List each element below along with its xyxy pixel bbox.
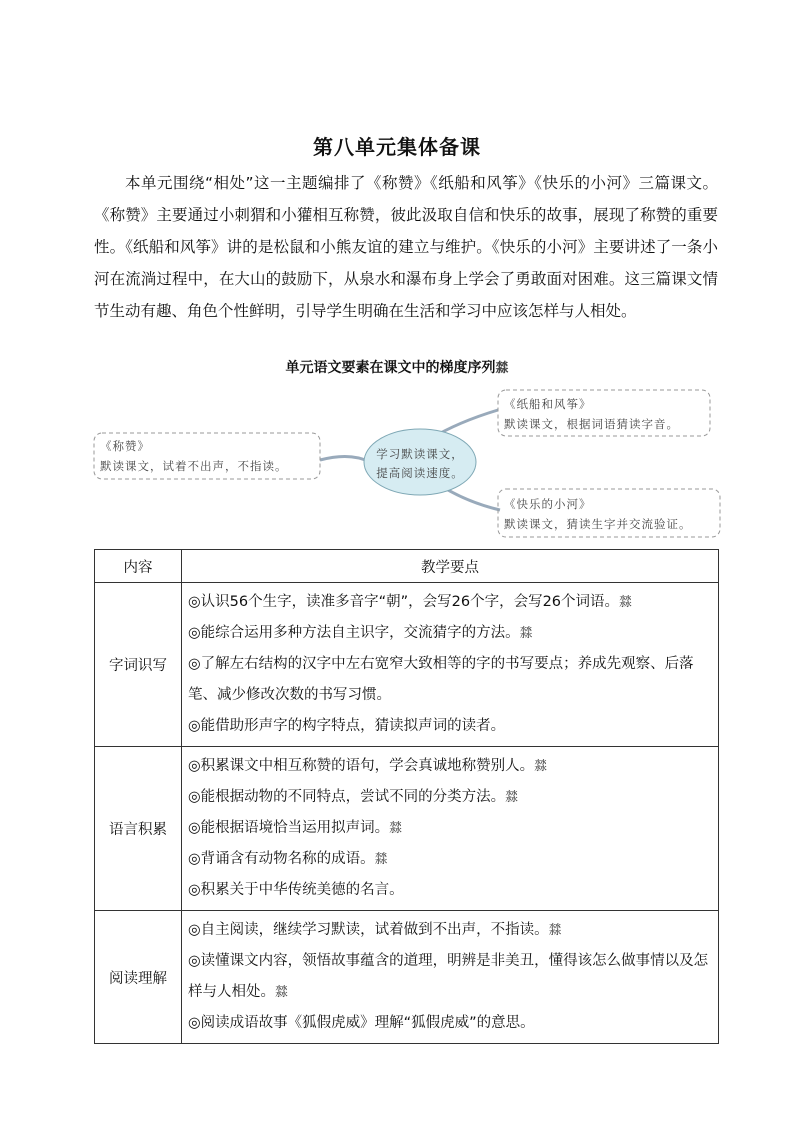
- item-text: ◎认识56个生字，读准多音字“朝”，会写26个字，会写26个词语。: [188, 594, 620, 610]
- mark-glyph: 㵘: [619, 595, 633, 610]
- mark-glyph: 㵘: [275, 985, 289, 1000]
- row-category: 语言积累: [95, 747, 182, 911]
- list-item: [188, 751, 710, 782]
- mindmap-subtitle: [0, 357, 794, 377]
- mindmap-top-right-desc: 默读课文，根据词语猜读字音。: [504, 417, 679, 431]
- mindmap-left-desc: 默读课文，试着不出声，不指读。: [100, 459, 288, 473]
- list-item: [188, 782, 710, 813]
- mark-glyph: 㵘: [495, 361, 509, 376]
- mark-glyph: 㵘: [505, 790, 519, 805]
- list-item: [188, 813, 710, 844]
- row-category: 阅读理解: [95, 911, 182, 1044]
- table-row: [95, 747, 719, 911]
- teaching-points-table: [94, 549, 719, 1044]
- table-header-row: [95, 550, 719, 583]
- list-item: [188, 915, 710, 946]
- mark-glyph: 㵘: [548, 923, 562, 938]
- intro-paragraph: 本单元围绕“相处”这一主题编排了《称赞》《纸船和风筝》《快乐的小河》三篇课文。《称赞》主要通过小刺猬和小獾相互称赞，彼此汲取自信和快乐的故事，展现了称赞的重要性。《纸船和风筝》讲的是松鼠和小熊友谊的建立与维护。《快乐的小河》主要讲述了一条小河在流淌过程中，在大山的鼓励下，从泉水和瀑布身上学会了勇敢面对困难。这三篇课文情节生动有趣、角色个性鲜明，引导学生明确在生活和学习中应该怎样与人相处。: [94, 174, 718, 320]
- mindmap-subtitle-text: 单元语文要素在课文中的梯度序列: [285, 360, 496, 376]
- row-items: [182, 911, 719, 1044]
- list-item: ◎了解左右结构的汉字中左右宽窄大致相等的字的书写要点；养成先观察、后落笔、减少修改次数的书写习惯。: [188, 656, 694, 703]
- item-text: ◎积累课文中相互称赞的语句，学会真诚地称赞别人。: [188, 758, 535, 774]
- mark-glyph: 㵘: [519, 626, 533, 641]
- row-category: 字词识写: [95, 583, 182, 747]
- mindmap-center-line1: 学习默读课文，: [376, 447, 464, 461]
- mark-glyph: 㵘: [389, 821, 403, 836]
- page-title: 第八单元集体备课: [313, 135, 481, 159]
- mindmap-top-right-title: 《纸船和风筝》: [504, 397, 592, 411]
- item-text: ◎背诵含有动物名称的成语。: [188, 851, 375, 867]
- connector-left: [320, 456, 370, 462]
- table-row: [95, 911, 719, 1044]
- mindmap-bottom-right-desc: 默读课文，猜读生字并交流验证。: [504, 517, 692, 531]
- mark-glyph: 㵘: [374, 852, 388, 867]
- header-content: 内容: [95, 550, 182, 583]
- mindmap-bottom-right-title: 《快乐的小河》: [504, 497, 592, 511]
- row-items: [182, 747, 719, 911]
- item-text: ◎读懂课文内容，领悟故事蕴含的道理，明辨是非美丑，懂得该怎么做事情以及怎样与人相处。: [188, 953, 709, 1000]
- list-item: ◎阅读成语故事《狐假虎威》理解“狐假虎威”的意思。: [188, 1015, 535, 1031]
- mindmap: [88, 384, 728, 544]
- list-item: [188, 946, 710, 1008]
- list-item: ◎积累关于中华传统美德的名言。: [188, 882, 404, 898]
- list-item: [188, 844, 710, 875]
- mindmap-center-line2: 提高阅读速度。: [376, 466, 464, 480]
- mindmap-left-title: 《称赞》: [100, 439, 150, 453]
- item-text: ◎能综合运用多种方法自主识字，交流猜字的方法。: [188, 625, 520, 641]
- list-item: [188, 587, 710, 618]
- mindmap-center: [364, 429, 476, 495]
- mark-glyph: 㵘: [534, 759, 548, 774]
- header-teaching-points: 教学要点: [182, 550, 719, 583]
- item-text: ◎自主阅读，继续学习默读，试着做到不出声，不指读。: [188, 922, 549, 938]
- table-row: [95, 583, 719, 747]
- item-text: ◎能根据语境恰当运用拟声词。: [188, 820, 390, 836]
- list-item: ◎能借助形声字的构字特点，猜读拟声词的读者。: [188, 718, 506, 734]
- item-text: ◎能根据动物的不同特点，尝试不同的分类方法。: [188, 789, 506, 805]
- row-items: [182, 583, 719, 747]
- list-item: [188, 618, 710, 649]
